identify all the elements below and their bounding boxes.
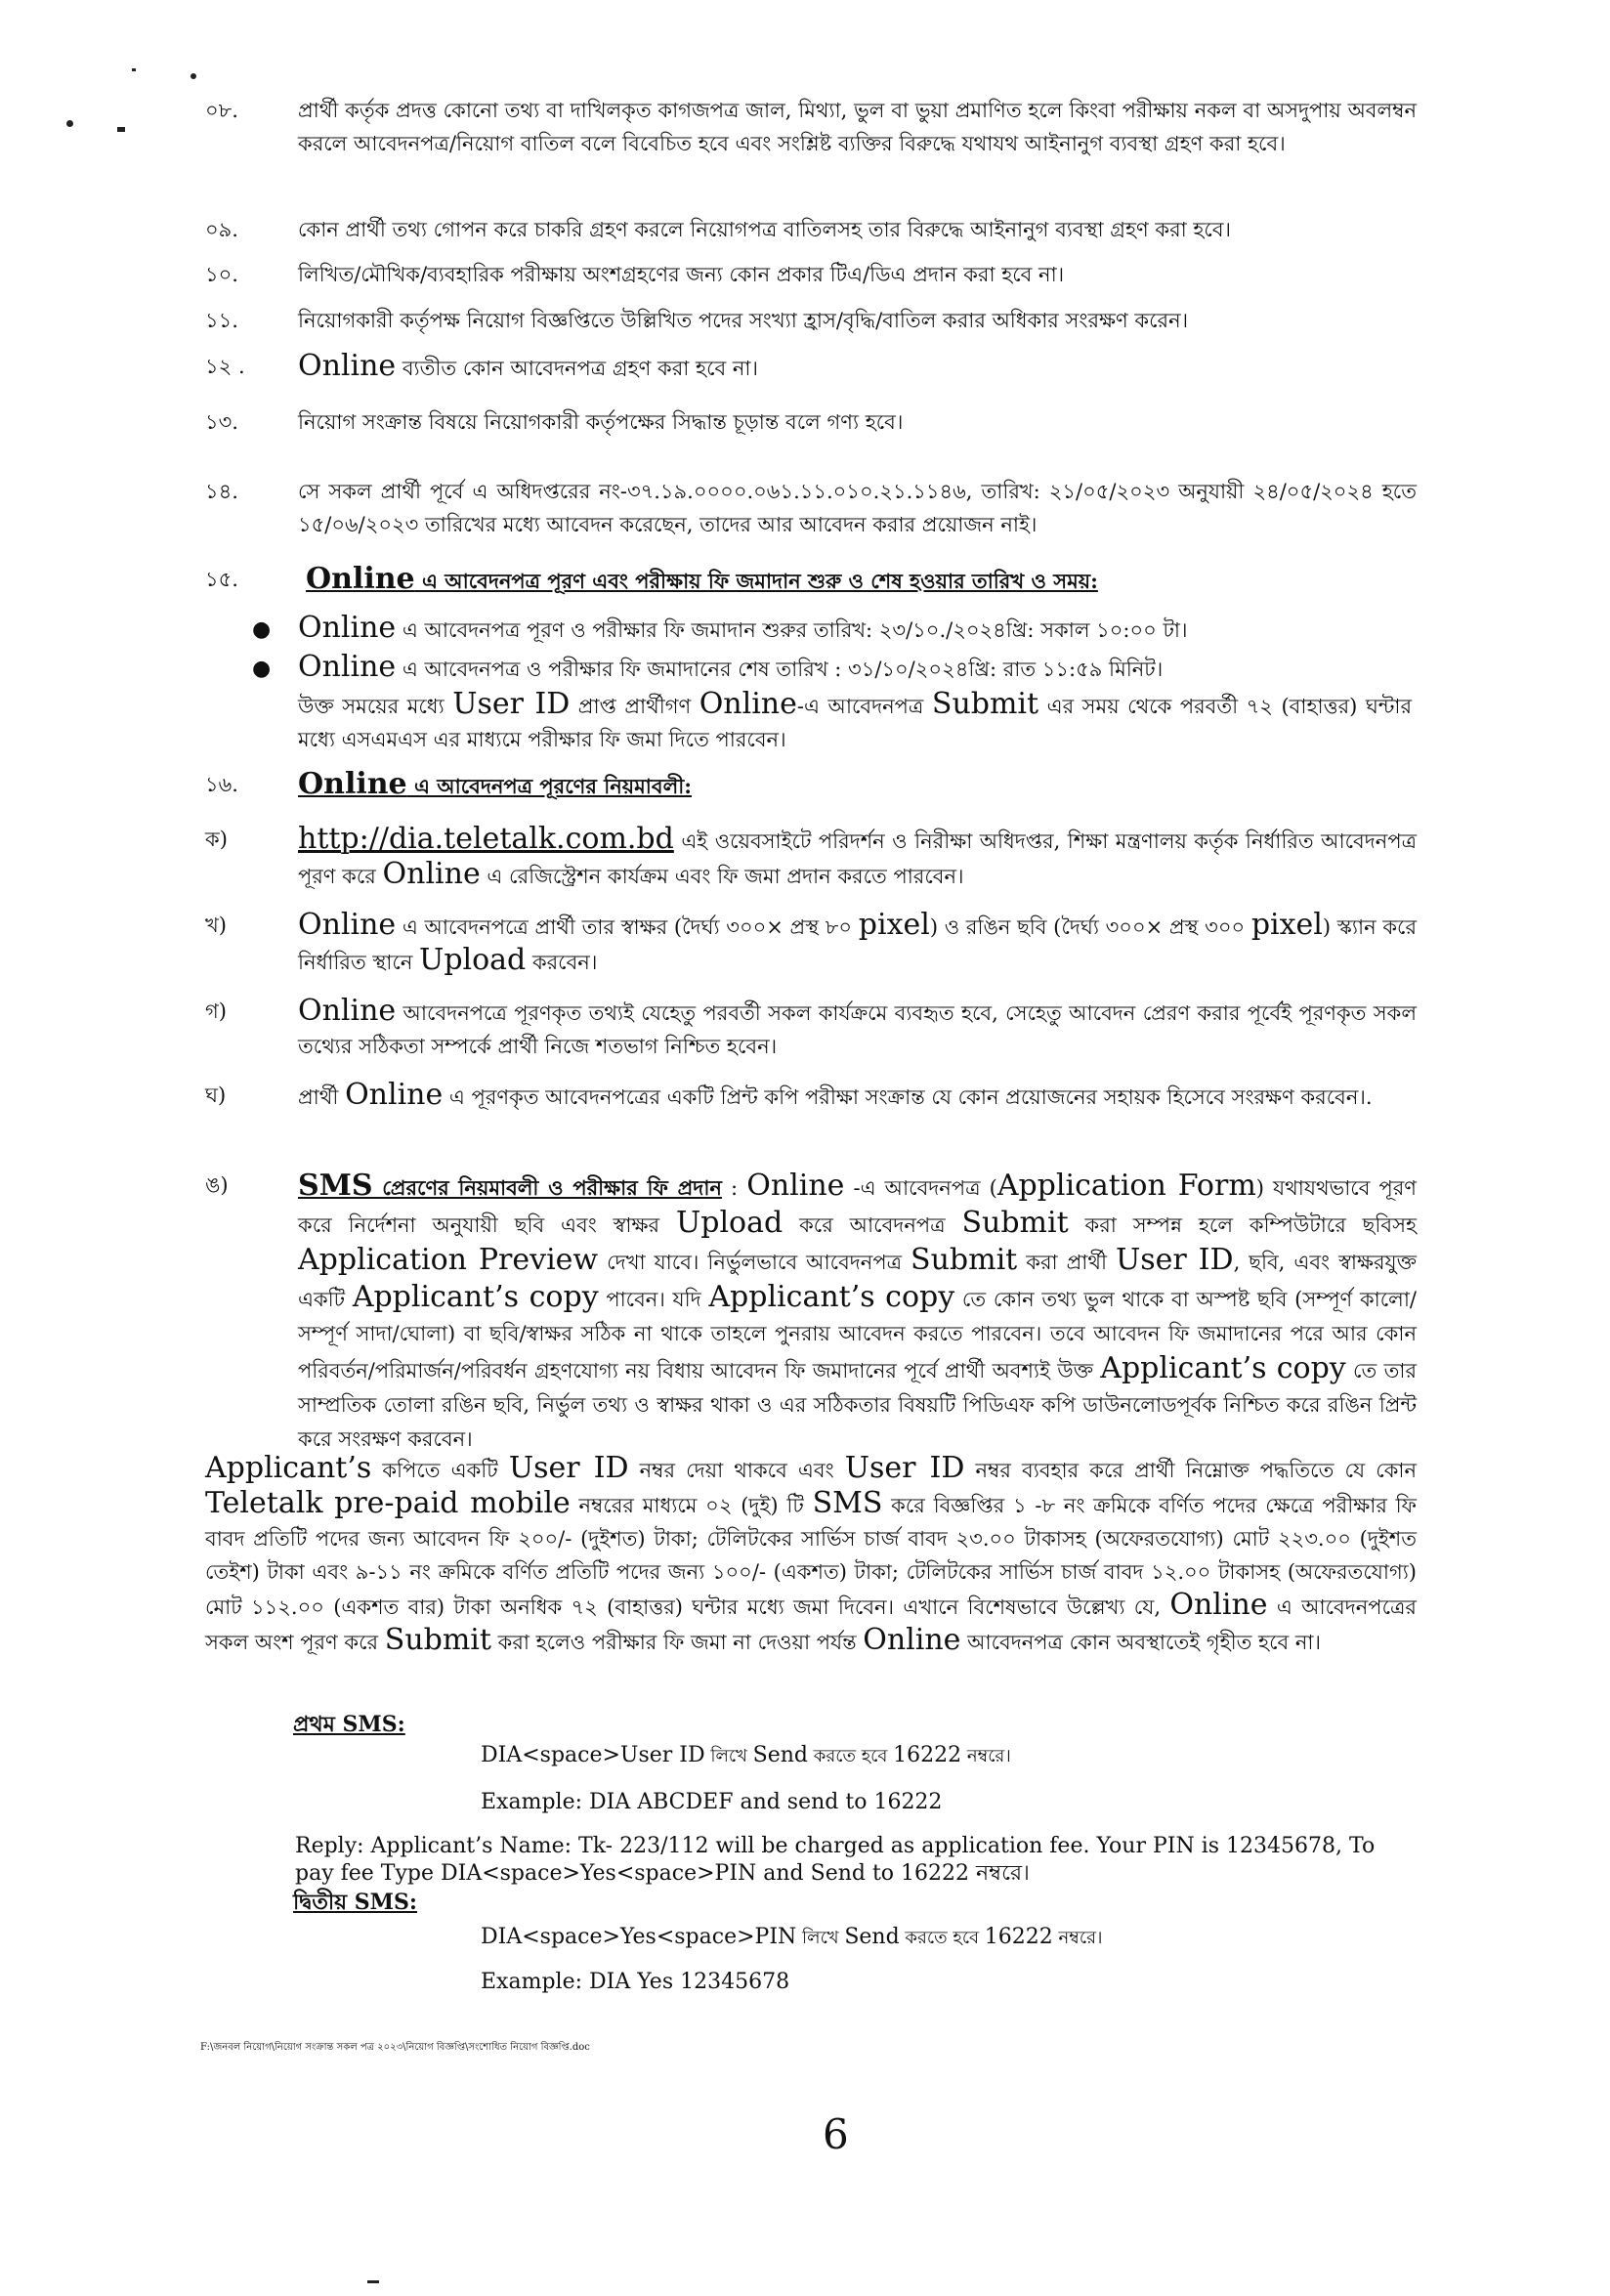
clause-number: ১১. (205, 309, 238, 332)
clause-number: ১৬. (205, 773, 238, 796)
page-number: 6 (823, 2110, 849, 2158)
bullet-icon: ● (252, 617, 272, 642)
rule-number: গ) (205, 999, 227, 1023)
clause-number: ০৮. (205, 99, 238, 122)
clause-number: ০৯. (205, 218, 238, 241)
fee-window-note: উক্ত সময়ের মধ্যে User ID প্রাপ্ত প্রার্থীগণ Online-এ আবেদনপত্র Submit এর সময় থেকে পরবর্তী ৭২ (বাহাত্তর) ঘন্টার মধ্যে এসএমএস এর মাধ্যমে পরীক্ষার ফি জমা দিতে পারবেন। (298, 687, 1412, 751)
clause-number: ১৪. (205, 480, 238, 503)
scan-mark (191, 73, 196, 79)
scan-mark (117, 127, 125, 132)
rule-number: খ) (205, 914, 227, 937)
clause-number: ১২ . (205, 355, 245, 378)
scan-mark (132, 68, 136, 71)
end-date-line: Online এ আবেদনপত্র ও পরীক্ষার ফি জমাদানের শেষ তারিখ : ৩১/১০/২০২৪খ্রি: রাত ১১:৫৯ মিনিট। (298, 650, 1164, 684)
first-sms-command: DIA<space>User ID লিখে Send করতে হবে 16222 নম্বরে। (481, 1743, 1011, 1767)
clause-08 (205, 94, 1417, 201)
clause-text: নিয়োগকারী কর্তৃপক্ষ নিয়োগ বিজ্ঞপ্তিতে উল্লিখিত পদের সংখ্যা হ্রাস/বৃদ্ধি/বাতিল করার অধিকার সংরক্ষণ করেন। (298, 309, 1189, 332)
clause-text: সে সকল প্রার্থী পূর্বে এ অধিদপ্তরের নং-৩৭.১৯.০০০০.০৬১.১১.০১০.২১.১১৪৬, তারিখ: ২১/০৫/২০২৩ অনুযায়ী ২৪/০৫/২০২৪ হতে ১৫/০৬/২০২৩ তারিখের মধ্যে আবেদন করেছেন, তাদের আর আবেদন করার প্রয়োজন নাই। (298, 480, 1417, 536)
second-sms-example: Example: DIA Yes 12345678 (481, 1970, 790, 1994)
fee-payment-paragraph: Applicant’s কপিতে একটি User ID নম্বর দেয়া থাকবে এবং User ID নম্বর ব্যবহার করে প্রার্থী নিম্নোক্ত পদ্ধতিতে যে কোন Teletalk pre-paid mobile নম্বরের মাধ্যমে ০২ (দুই) টি SMS করে বিজ্ঞপ্তির ১ -৮ নং ক্রমিকে বর্ণিত পদের ক্ষেত্রে পরীক্ষার ফি বাবদ প্রতিটি পদের জন্য আবেদন ফি ২০০/- (দুইশত) টাকা; টেলিটকের সার্ভিস চার্জ বাবদ ২৩.০০ টাকাসহ (অফেরতযোগ্য) মোট ২২৩.০০ (দুইশত তেইশ) টাকা এবং ৯-১১ নং ক্রমিকে বর্ণিত প্রতিটি পদের জন্য ১০০/- (একশত) টাকা; টেলিটকের সার্ভিস চার্জ বাবদ ১২.০০ টাকাসহ (অফেরতযোগ্য) মোট ১১২.০০ (একশত বার) টাকা অনধিক ৭২ (বাহাত্তর) ঘন্টার মধ্যে জমা দিবেন। এখানে বিশেষভাবে উল্লেখ্য যে, Online এ আবেদনপত্রের সকল অংশ পূরণ করে Submit করা হলেও পরীক্ষার ফি জমা না দেওয়া পর্যন্ত Online আবেদনপত্র কোন অবস্থাতেই গৃহীত হবে না। (205, 1451, 1418, 1657)
footer-file-path: F:\জনবল নিয়োগ\নিয়োগ সংক্রান্ত সকল পত্র ২০২৩\নিয়োগ বিজ্ঞপ্তি\সংশোধিত নিয়োগ বিজ্ঞপ্তি.doc (200, 2042, 590, 2053)
clause-number: ১৩. (205, 410, 238, 434)
rule-number: ঙ) (205, 1173, 229, 1197)
online-term: Online (298, 349, 397, 383)
clause-15-heading: Online এ আবেদনপত্র পূরণ এবং পরীক্ষায় ফি জমাদান শুরু ও শেষ হওয়ার তারিখ ও সময়: (306, 562, 1098, 596)
clause-number: ১০. (205, 263, 238, 286)
second-sms-command: DIA<space>Yes<space>PIN লিখে Send করতে হবে 16222 নম্বরে। (481, 1925, 1103, 1949)
clause-text: লিখিত/মৌখিক/ব্যবহারিক পরীক্ষায় অংশগ্রহণের জন্য কোন প্রকার টিএ/ডিএ প্রদান করা হবে না। (298, 263, 1065, 286)
second-sms-label: দ্বিতীয় SMS: (293, 1890, 418, 1915)
clause-text: Online ব্যতীত কোন আবেদনপত্র গ্রহণ করা হবে না। (298, 349, 759, 383)
bullet-icon: ● (252, 657, 272, 681)
first-sms-label: প্রথম SMS: (293, 1712, 405, 1737)
scan-mark (66, 120, 73, 127)
rule-number: ক) (205, 828, 228, 851)
first-sms-example: Example: DIA ABCDEF and send to 16222 (481, 1790, 943, 1814)
sms-reply: Reply: Applicant’s Name: Tk- 223/112 will be charged as application fee. Your PIN is 12345678, To pay fee Type DIA<space>Yes<space>PIN and Send to 16222 নম্বরে। (295, 1834, 1376, 1886)
scan-mark (367, 2280, 379, 2283)
start-date-line: Online এ আবেদনপত্র পূরণ ও পরীক্ষার ফি জমাদান শুরুর তারিখ: ২৩/১০./২০২৪খ্রি: সকাল ১০:০০ টা। (298, 611, 1188, 645)
website-link[interactable]: http://dia.teletalk.com.bd (298, 822, 674, 856)
rule-number: ঘ) (205, 1084, 227, 1107)
document-page: ০৮. প্রার্থী কর্তৃক প্রদত্ত কোনো তথ্য বা দাখিলকৃত কাগজপত্র জাল, মিথ্যা, ভুল বা ভুয়া প্রমাণিত হলে কিংবা পরীক্ষায় নকল বা অসদুপায় অবলম্বন করলে আবেদনপত্র/নিয়োগ বাতিল বলে বিবেচিত হবে এবং সংশ্লিষ্ট ব্যক্তির বিরুদ্ধে যথাযথ আইনানুগ ব্যবস্থা গ্রহণ করা হবে। ০৯. কোন প্রার্থী তথ্য গোপন করে চাকরি গ্রহণ করলে নিয়োগপত্র বাতিলসহ তার বিরুদ্ধে আইনানুগ ব্যবস্থা গ্রহণ করা হবে। ১০. লিখিত/মৌখিক/ব্যবহারিক পরীক্ষায় অংশগ্রহণের জন্য কোন প্রকার টিএ/ডিএ প্রদান করা হবে না। ১১. নিয়োগকারী কর্তৃপক্ষ নিয়োগ বিজ্ঞপ্তিতে উল্লিখিত পদের সংখ্যা হ্রাস/বৃদ্ধি/বাতিল করার অধিকার সংরক্ষণ করেন। ১২ . Online ব্যতীত কোন আবেদনপত্র গ্রহণ করা হবে না। ১৩. নিয়োগ সংক্রান্ত বিষয়ে নিয়োগকারী কর্তৃপক্ষের সিদ্ধান্ত চূড়ান্ত বলে গণ্য হবে। ১৪. সে সকল প্রার্থী পূর্বে এ অধিদপ্তরের নং-৩৭.১৯.০০০০.০৬১.১১.০১০.২১.১১৪৬, তারিখ: ২১/০৫/২০২৩ অনুযায়ী ২৪/০৫/২০২৪ হতে ১৫/০৬/২০২৩ তারিখের মধ্যে আবেদন করেছেন, তাদের আর আবেদন করার প্রয়োজন নাই। ১৫. Online এ আবেদনপত্র পূরণ এবং পরীক্ষায় ফি জমাদান শুরু ও শেষ হওয়ার তারিখ ও সময়: ● Online এ আবেদনপত্র পূরণ ও পরীক্ষার ফি জমাদান শুরুর তারিখ: ২৩/১০./২০২৪খ্রি: সকাল ১০:০০ টা। ● Online এ আবেদনপত্র ও পরীক্ষার ফি জমাদানের শেষ তারিখ : ৩১/১০/২০২৪খ্রি: রাত ১১:৫৯ মিনিট। উক্ত সময়ের মধ্যে User ID প্রাপ্ত প্রার্থীগণ Online-এ আবেদনপত্র Submit এর সময় থেকে পরবর্তী ৭২ (বাহাত্তর) ঘন্টার মধ্যে এসএমএস এর মাধ্যমে পরীক্ষার ফি জমা দিতে পারবেন। ১৬. Online এ আবেদনপত্র পূরণের নিয়মাবলী: ক) http://dia.teletalk.com.bd এই ওয়েবসাইটে পরিদর্শন ও নিরীক্ষা অধিদপ্তর, শিক্ষা মন্ত্রণালয় কর্তৃক নির্ধারিত আবেদনপত্র পূরণ করে Online এ রেজিস্ট্রেশন কার্যক্রম এবং ফি জমা প্রদান করতে পারবেন। খ) Online এ আবেদনপত্রে প্রার্থী তার স্বাক্ষর (দৈর্ঘ্য ৩০০× প্রস্থ ৮০ pixel) ও রঙিন ছবি (দৈর্ঘ্য ৩০০× প্রস্থ ৩০০ pixel) স্ক্যান করে নির্ধারিত স্থানে Upload করবেন। গ) Online আবেদনপত্রে পূরণকৃত তথ্যই যেহেতু পরবর্তী সকল কার্যক্রমে ব্যবহৃত হবে, সেহেতু আবেদন প্রেরণ করার পূর্বেই পূরণকৃত সকল তথ্যের সঠিকতা সম্পর্কে প্রার্থী নিজে শতভাগ নিশ্চিত হবেন। ঘ) প্রার্থী Online এ পূরণকৃত আবেদনপত্রের একটি প্রিন্ট কপি পরীক্ষা সংক্রান্ত যে কোন প্রয়োজনের সহায়ক হিসেবে সংরক্ষণ করবেন।. ঙ) SMS প্রেরণের নিয়মাবলী ও পরীক্ষার ফি প্রদান : Online -এ আবেদনপত্র (Application Form) যথাযথভাবে পূরণ করে নির্দেশনা অনুযায়ী ছবি এবং স্বাক্ষর Upload করে আবেদনপত্র Submit করা সম্পন্ন হলে কম্পিউটারে ছবিসহ Application Preview দেখা যাবে। নির্ভুলভাবে আবেদনপত্র Submit করা প্রার্থী User ID, ছবি, এবং স্বাক্ষরযুক্ত একটি Applicant’s copy পাবেন। যদি Applicant’s copy তে কোন তথ্য ভুল থাকে বা অস্পষ্ট ছবি (সম্পূর্ণ কালো/সম্পূর্ণ সাদা/ঘোলা) বা ছবি/স্বাক্ষর সঠিক না থাকে তাহলে পুনরায় আবেদন করতে পারবেন। তবে আবেদন ফি জমাদানের পরে আর কোন পরিবর্তন/পরিমার্জন/পরিবর্ধন গ্রহণযোগ্য নয় বিধায় আবেদন ফি জমাদানের পূর্বে প্রার্থী অবশ্যই উক্ত Applicant’s copy তে তার সাম্প্রতিক তোলা রঙিন ছবি, নির্ভুল তথ্য ও স্বাক্ষর থাকা ও এর সঠিকতার বিষয়টি পিডিএফ কপি ডাউনলোডপূর্বক নিশ্চিত করে রঙিন প্রিন্ট করে সংরক্ষণ করবেন। Applicant’s কপিতে একটি User ID নম্বর দেয়া থাকবে এবং User ID নম্বর ব্যবহার করে প্রার্থী নিম্নোক্ত পদ্ধতিতে যে কোন Teletalk pre-paid mobile নম্বরের মাধ্যমে ০২ (দুই) টি SMS করে বিজ্ঞপ্তির ১ -৮ নং ক্রমিকে বর্ণিত পদের ক্ষেত্রে পরীক্ষার ফি বাবদ প্রতিটি পদের জন্য আবেদন ফি ২০০/- (দুইশত) টাকা; টেলিটকের সার্ভিস চার্জ বাবদ ২৩.০০ টাকাসহ (অফেরতযোগ্য) মোট ২২৩.০০ (দুইশত তেইশ) টাকা এবং ৯-১১ নং ক্রমিকে বর্ণিত প্রতিটি পদের জন্য ১০০/- (একশত) টাকা; টেলিটকের সার্ভিস চার্জ বাবদ ১২.০০ টাকাসহ (অফেরতযোগ্য) মোট ১১২.০০ (একশত বার) টাকা অনধিক ৭২ (বাহাত্তর) ঘন্টার মধ্যে জমা দিবেন। এখানে বিশেষভাবে উল্লেখ্য যে, Online এ আবেদনপত্রের সকল অংশ পূরণ করে Submit করা হলেও পরীক্ষার ফি জমা না দেওয়া পর্যন্ত Online আবেদনপত্র কোন অবস্থাতেই গৃহীত হবে না। প্রথম SMS: DIA<space>User ID লিখে Send করতে হবে 16222 নম্বরে। Example: DIA ABCDEF and send to 16222 Reply: Applicant’s Name: Tk- 223/112 will be charged as application fee. Your PIN is 12345678, To pay fee Type DIA<space>Yes<space>PIN and Send to 16222 নম্বরে। দ্বিতীয় SMS: DIA<space>Yes<space>PIN লিখে Send করতে হবে 16222 নম্বরে। Example: DIA Yes 12345678 F:\জনবল নিয়োগ\নিয়োগ সংক্রান্ত সকল পত্র ২০২৩\নিয়োগ বিজ্ঞপ্তি\সংশোধিত নিয়োগ বিজ্ঞপ্তি.doc 6 (0, 0, 1610, 2296)
clause-number: ১৫. (205, 568, 238, 591)
clause-16-heading: Online এ আবেদনপত্র পূরণের নিয়মাবলী: (298, 767, 692, 801)
clause-text: নিয়োগ সংক্রান্ত বিষয়ে নিয়োগকারী কর্তৃপক্ষের সিদ্ধান্ত চূড়ান্ত বলে গণ্য হবে। (298, 410, 904, 434)
sms-rules-heading: SMS প্রেরণের নিয়মাবলী ও পরীক্ষার ফি প্রদান (298, 1169, 722, 1203)
clause-text: প্রার্থী কর্তৃক প্রদত্ত কোনো তথ্য বা দাখিলকৃত কাগজপত্র জাল, মিথ্যা, ভুল বা ভুয়া প্রমাণিত হলে কিংবা পরীক্ষায় নকল বা অসদুপায় অবলম্বন করলে আবেদনপত্র/নিয়োগ বাতিল বলে বিবেচিত হবে এবং সংশ্লিষ্ট ব্যক্তির বিরুদ্ধে যথাযথ আইনানুগ ব্যবস্থা গ্রহণ করা হবে। (298, 99, 1417, 155)
clause-text: কোন প্রার্থী তথ্য গোপন করে চাকরি গ্রহণ করলে নিয়োগপত্র বাতিলসহ তার বিরুদ্ধে আইনানুগ ব্যবস্থা গ্রহণ করা হবে। (298, 218, 1232, 241)
